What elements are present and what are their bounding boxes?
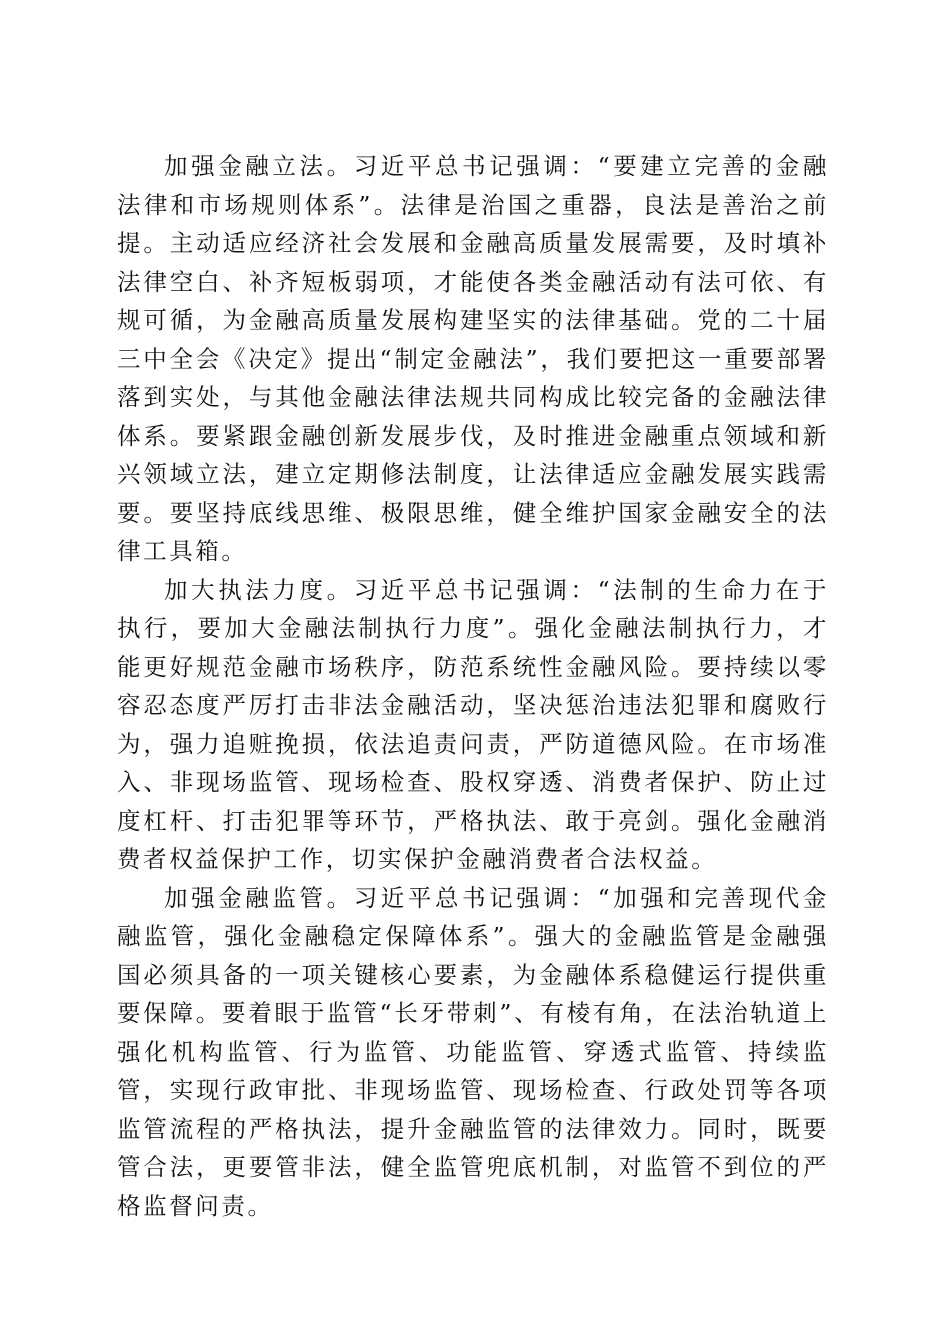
paragraph-enforcement: 加大执法力度。习近平总书记强调：“法制的生命力在于执行，要加大金融法制执行力度”。强化金融法制执行力，才能更好规范金融市场秩序，防范系统性金融风险。要持续以零容忍态度严厉打击非法金融活动，坚决惩治违法犯罪和腐败行为，强力追赃挽损，依法追责问责，严防道德风险。在市场准入、非现场监管、现场检查、股权穿透、消费者保护、防止过度杠杆、打击犯罪等环节，严格执法、敢于亮剑。强化金融消费者权益保护工作，切实保护金融消费者合法权益。 <box>117 575 829 873</box>
paragraph-supervision: 加强金融监管。习近平总书记强调：“加强和完善现代金融监管，强化金融稳定保障体系”。强大的金融监管是金融强国必须具备的一项关键核心要素，为金融体系稳健运行提供重要保障。要着眼于监管“长牙带刺”、有棱有角，在法治轨道上强化机构监管、行为监管、功能监管、穿透式监管、持续监管，实现行政审批、非现场监管、现场检查、行政处罚等各项监管流程的严格执法，提升金融监管的法律效力。同时，既要管合法，更要管非法，健全监管兜底机制，对监管不到位的严格监督问责。 <box>117 883 829 1220</box>
document-body <box>117 147 829 1225</box>
paragraph-legislation: 加强金融立法。习近平总书记强调：“要建立完善的金融法律和市场规则体系”。法律是治国之重器，良法是善治之前提。主动适应经济社会发展和金融高质量发展需要，及时填补法律空白、补齐短板弱项，才能使各类金融活动有法可依、有规可循，为金融高质量发展构建坚实的法律基础。党的二十届三中全会《决定》提出“制定金融法”，我们要把这一重要部署落到实处，与其他金融法律法规共同构成比较完备的金融法律体系。要紧跟金融创新发展步伐，及时推进金融重点领域和新兴领域立法，建立定期修法制度，让法律适应金融发展实践需要。要坚持底线思维、极限思维，健全维护国家金融安全的法律工具箱。 <box>117 152 829 565</box>
